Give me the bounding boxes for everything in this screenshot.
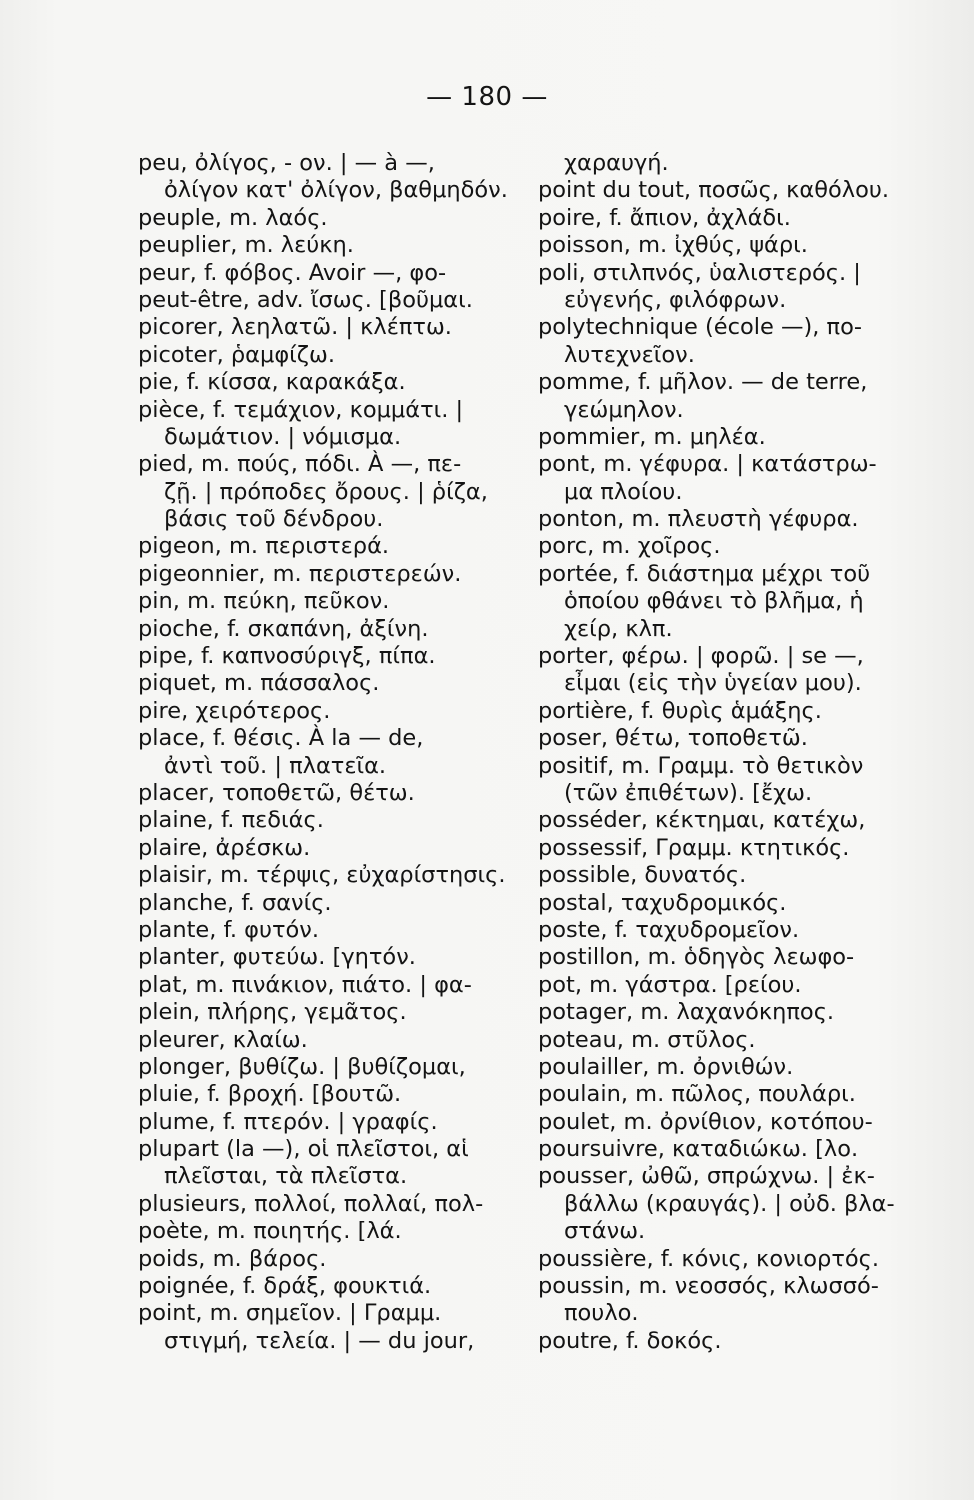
dictionary-line: pomme, f. μῆλον. — de terre, bbox=[538, 369, 868, 396]
dictionary-line: postillon, m. ὁδηγὸς λεωφο- bbox=[538, 944, 855, 971]
dictionary-line: point du tout, ποσῶς, καθόλου. bbox=[538, 177, 890, 204]
dictionary-line: poulain, m. πῶλος, πουλάρι. bbox=[538, 1081, 856, 1108]
dictionary-line: plupart (la —), οἱ πλεῖστοι, αἱ bbox=[138, 1136, 469, 1163]
dictionary-line: βάσις τοῦ δένδρου. bbox=[164, 506, 384, 533]
dictionary-line: poids, m. βάρος. bbox=[138, 1245, 327, 1272]
dictionary-line: χείρ, κλπ. bbox=[564, 615, 673, 642]
dictionary-line: possible, δυνατός. bbox=[538, 862, 747, 889]
dictionary-line: poulet, m. ὀρνίθιον, κοτόπου- bbox=[538, 1108, 873, 1135]
dictionary-line: πουλο. bbox=[564, 1300, 639, 1327]
dictionary-line: picorer, λεηλατῶ. | κλέπτω. bbox=[138, 314, 452, 341]
dictionary-line: ὀλίγον κατ' ὀλίγον, βαθμηδόν. bbox=[164, 177, 508, 204]
dictionary-line: place, f. θέσις. À la — de, bbox=[138, 725, 424, 752]
dictionary-line: εὐγενής, φιλόφρων. bbox=[564, 286, 787, 313]
dictionary-line: positif, m. Γραμμ. τὸ θετικὸν bbox=[538, 752, 864, 779]
dictionary-line: pluie, f. βροχή. [βουτῶ. bbox=[138, 1081, 402, 1108]
dictionary-line: πλεῖσται, τὰ πλεῖστα. bbox=[164, 1163, 408, 1190]
dictionary-line: poussière, f. κόνις, κονιορτός. bbox=[538, 1245, 879, 1272]
dictionary-line: porc, m. χοῖρος. bbox=[538, 533, 721, 560]
dictionary-line: poussin, m. νεοσσός, κλωσσό- bbox=[538, 1273, 879, 1300]
dictionary-line: στιγμή, τελεία. | — du jour, bbox=[164, 1327, 475, 1354]
dictionary-line: pied, m. πούς, πόδι. À —, πε- bbox=[138, 451, 462, 478]
dictionary-line: poète, m. ποιητής. [λά. bbox=[138, 1218, 402, 1245]
page-number: — 180 — bbox=[426, 82, 548, 112]
dictionary-line: pipe, f. καπνοσύριγξ, πίπα. bbox=[138, 643, 436, 670]
dictionary-line: poignée, f. δράξ, φουκτιά. bbox=[138, 1273, 432, 1300]
dictionary-line: plein, πλήρης, γεμᾶτος. bbox=[138, 999, 407, 1026]
left-column bbox=[138, 150, 513, 1355]
dictionary-line: λυτεχνεῖον. bbox=[564, 341, 695, 368]
dictionary-line: plante, f. φυτόν. bbox=[138, 916, 320, 943]
dictionary-line: placer, τοποθετῶ, θέτω. bbox=[138, 779, 415, 806]
dictionary-line: pin, m. πεύκη, πεῦκον. bbox=[138, 588, 390, 615]
dictionary-line: pièce, f. τεμάχιον, κομμάτι. | bbox=[138, 396, 464, 423]
dictionary-line: planche, f. σανίς. bbox=[138, 889, 332, 916]
dictionary-line: poli, στιλπνός, ὑαλιστερός. | bbox=[538, 259, 861, 286]
dictionary-line: polytechnique (école —), πο- bbox=[538, 314, 862, 341]
dictionary-line: poteau, m. στῦλος. bbox=[538, 1026, 756, 1053]
dictionary-line: poulailler, m. ὀρνιθών. bbox=[538, 1053, 794, 1080]
dictionary-line: posséder, κέκτημαι, κατέχω, bbox=[538, 807, 866, 834]
dictionary-line: potager, m. λαχανόκηπος. bbox=[538, 999, 835, 1026]
dictionary-line: peu, ὀλίγος, - ον. | — à —, bbox=[138, 150, 435, 176]
dictionary-line: peur, f. φόβος. Avoir —, φο- bbox=[138, 259, 447, 286]
dictionary-line: plaire, ἀρέσκω. bbox=[138, 834, 311, 861]
dictionary-line: peuple, m. λαός. bbox=[138, 204, 328, 231]
dictionary-line: poisson, m. ἰχθύς, ψάρι. bbox=[538, 232, 808, 259]
dictionary-line: postal, ταχυδρομικός. bbox=[538, 889, 787, 916]
dictionary-line: possessif, Γραμμ. κτητικός. bbox=[538, 834, 850, 861]
dictionary-line: poser, θέτω, τοποθετῶ. bbox=[538, 725, 808, 752]
dictionary-line: pot, m. γάστρα. [ρείου. bbox=[538, 971, 802, 998]
dictionary-line: χαραυγή. bbox=[564, 150, 669, 176]
dictionary-line: peuplier, m. λεύκη. bbox=[138, 232, 354, 259]
dictionary-line: εἶμαι (εἰς τὴν ὑγείαν μου). bbox=[564, 670, 862, 697]
dictionary-line: γεώμηλον. bbox=[564, 396, 684, 423]
dictionary-line: pioche, f. σκαπάνη, ἀξίνη. bbox=[138, 615, 429, 642]
dictionary-line: pont, m. γέφυρα. | κατάστρω- bbox=[538, 451, 877, 478]
dictionary-line: pousser, ὠθῶ, σπρώχνω. | ἐκ- bbox=[538, 1163, 875, 1190]
dictionary-line: μα πλοίου. bbox=[564, 478, 683, 505]
dictionary-line: poste, f. ταχυδρομεῖον. bbox=[538, 916, 800, 943]
dictionary-line: ponton, m. πλευστὴ γέφυρα. bbox=[538, 506, 859, 533]
dictionary-line: (τῶν ἐπιθέτων). [ἔχω. bbox=[564, 779, 813, 806]
dictionary-line: pigeon, m. περιστερά. bbox=[138, 533, 390, 560]
dictionary-line: pommier, m. μηλέα. bbox=[538, 423, 766, 450]
dictionary-line: planter, φυτεύω. [γητόν. bbox=[138, 944, 416, 971]
right-column bbox=[538, 150, 908, 1355]
dictionary-line: δωμάτιον. | νόμισμα. bbox=[164, 423, 402, 450]
dictionary-line: στάνω. bbox=[564, 1218, 646, 1245]
dictionary-line: plume, f. πτερόν. | γραφίς. bbox=[138, 1108, 438, 1135]
dictionary-line: poursuivre, καταδιώκω. [λο. bbox=[538, 1136, 859, 1163]
dictionary-line: βάλλω (κραυγάς). | οὐδ. βλα- bbox=[564, 1190, 895, 1217]
dictionary-line: plaine, f. πεδιάς. bbox=[138, 807, 324, 834]
dictionary-line: porter, φέρω. | φορῶ. | se —, bbox=[538, 643, 864, 670]
dictionary-line: pire, χειρότερος. bbox=[138, 697, 331, 724]
dictionary-line: plonger, βυθίζω. | βυθίζομαι, bbox=[138, 1053, 466, 1080]
dictionary-line: poutre, f. δοκός. bbox=[538, 1327, 722, 1354]
dictionary-line: picoter, ῥαμφίζω. bbox=[138, 341, 336, 368]
dictionary-line: plusieurs, πολλοί, πολλαί, πολ- bbox=[138, 1190, 484, 1217]
dictionary-line: plaisir, m. τέρψις, εὐχαρίστησις. bbox=[138, 862, 506, 889]
dictionary-line: peut-être, adv. ἴσως. [βοῦμαι. bbox=[138, 286, 473, 313]
dictionary-line: ἀντὶ τοῦ. | πλατεῖα. bbox=[164, 752, 387, 779]
dictionary-line: ὁποίου φθάνει τὸ βλῆμα, ἡ bbox=[564, 588, 864, 615]
dictionary-line: pie, f. κίσσα, καρακάξα. bbox=[138, 369, 406, 396]
dictionary-line: portée, f. διάστημα μέχρι τοῦ bbox=[538, 560, 871, 587]
dictionary-line: pigeonnier, m. περιστερεών. bbox=[138, 560, 462, 587]
dictionary-line: pleurer, κλαίω. bbox=[138, 1026, 308, 1053]
dictionary-line: portière, f. θυρὶς ἁμάξης. bbox=[538, 697, 822, 724]
dictionary-line: poire, f. ἄπιον, ἀχλάδι. bbox=[538, 204, 791, 231]
dictionary-line: piquet, m. πάσσαλος. bbox=[138, 670, 380, 697]
dictionary-line: ζῇ. | πρόποδες ὄρους. | ῥίζα, bbox=[164, 478, 488, 505]
dictionary-line: point, m. σημεῖον. | Γραμμ. bbox=[138, 1300, 442, 1327]
dictionary-line: plat, m. πινάκιον, πιάτο. | φα- bbox=[138, 971, 472, 998]
